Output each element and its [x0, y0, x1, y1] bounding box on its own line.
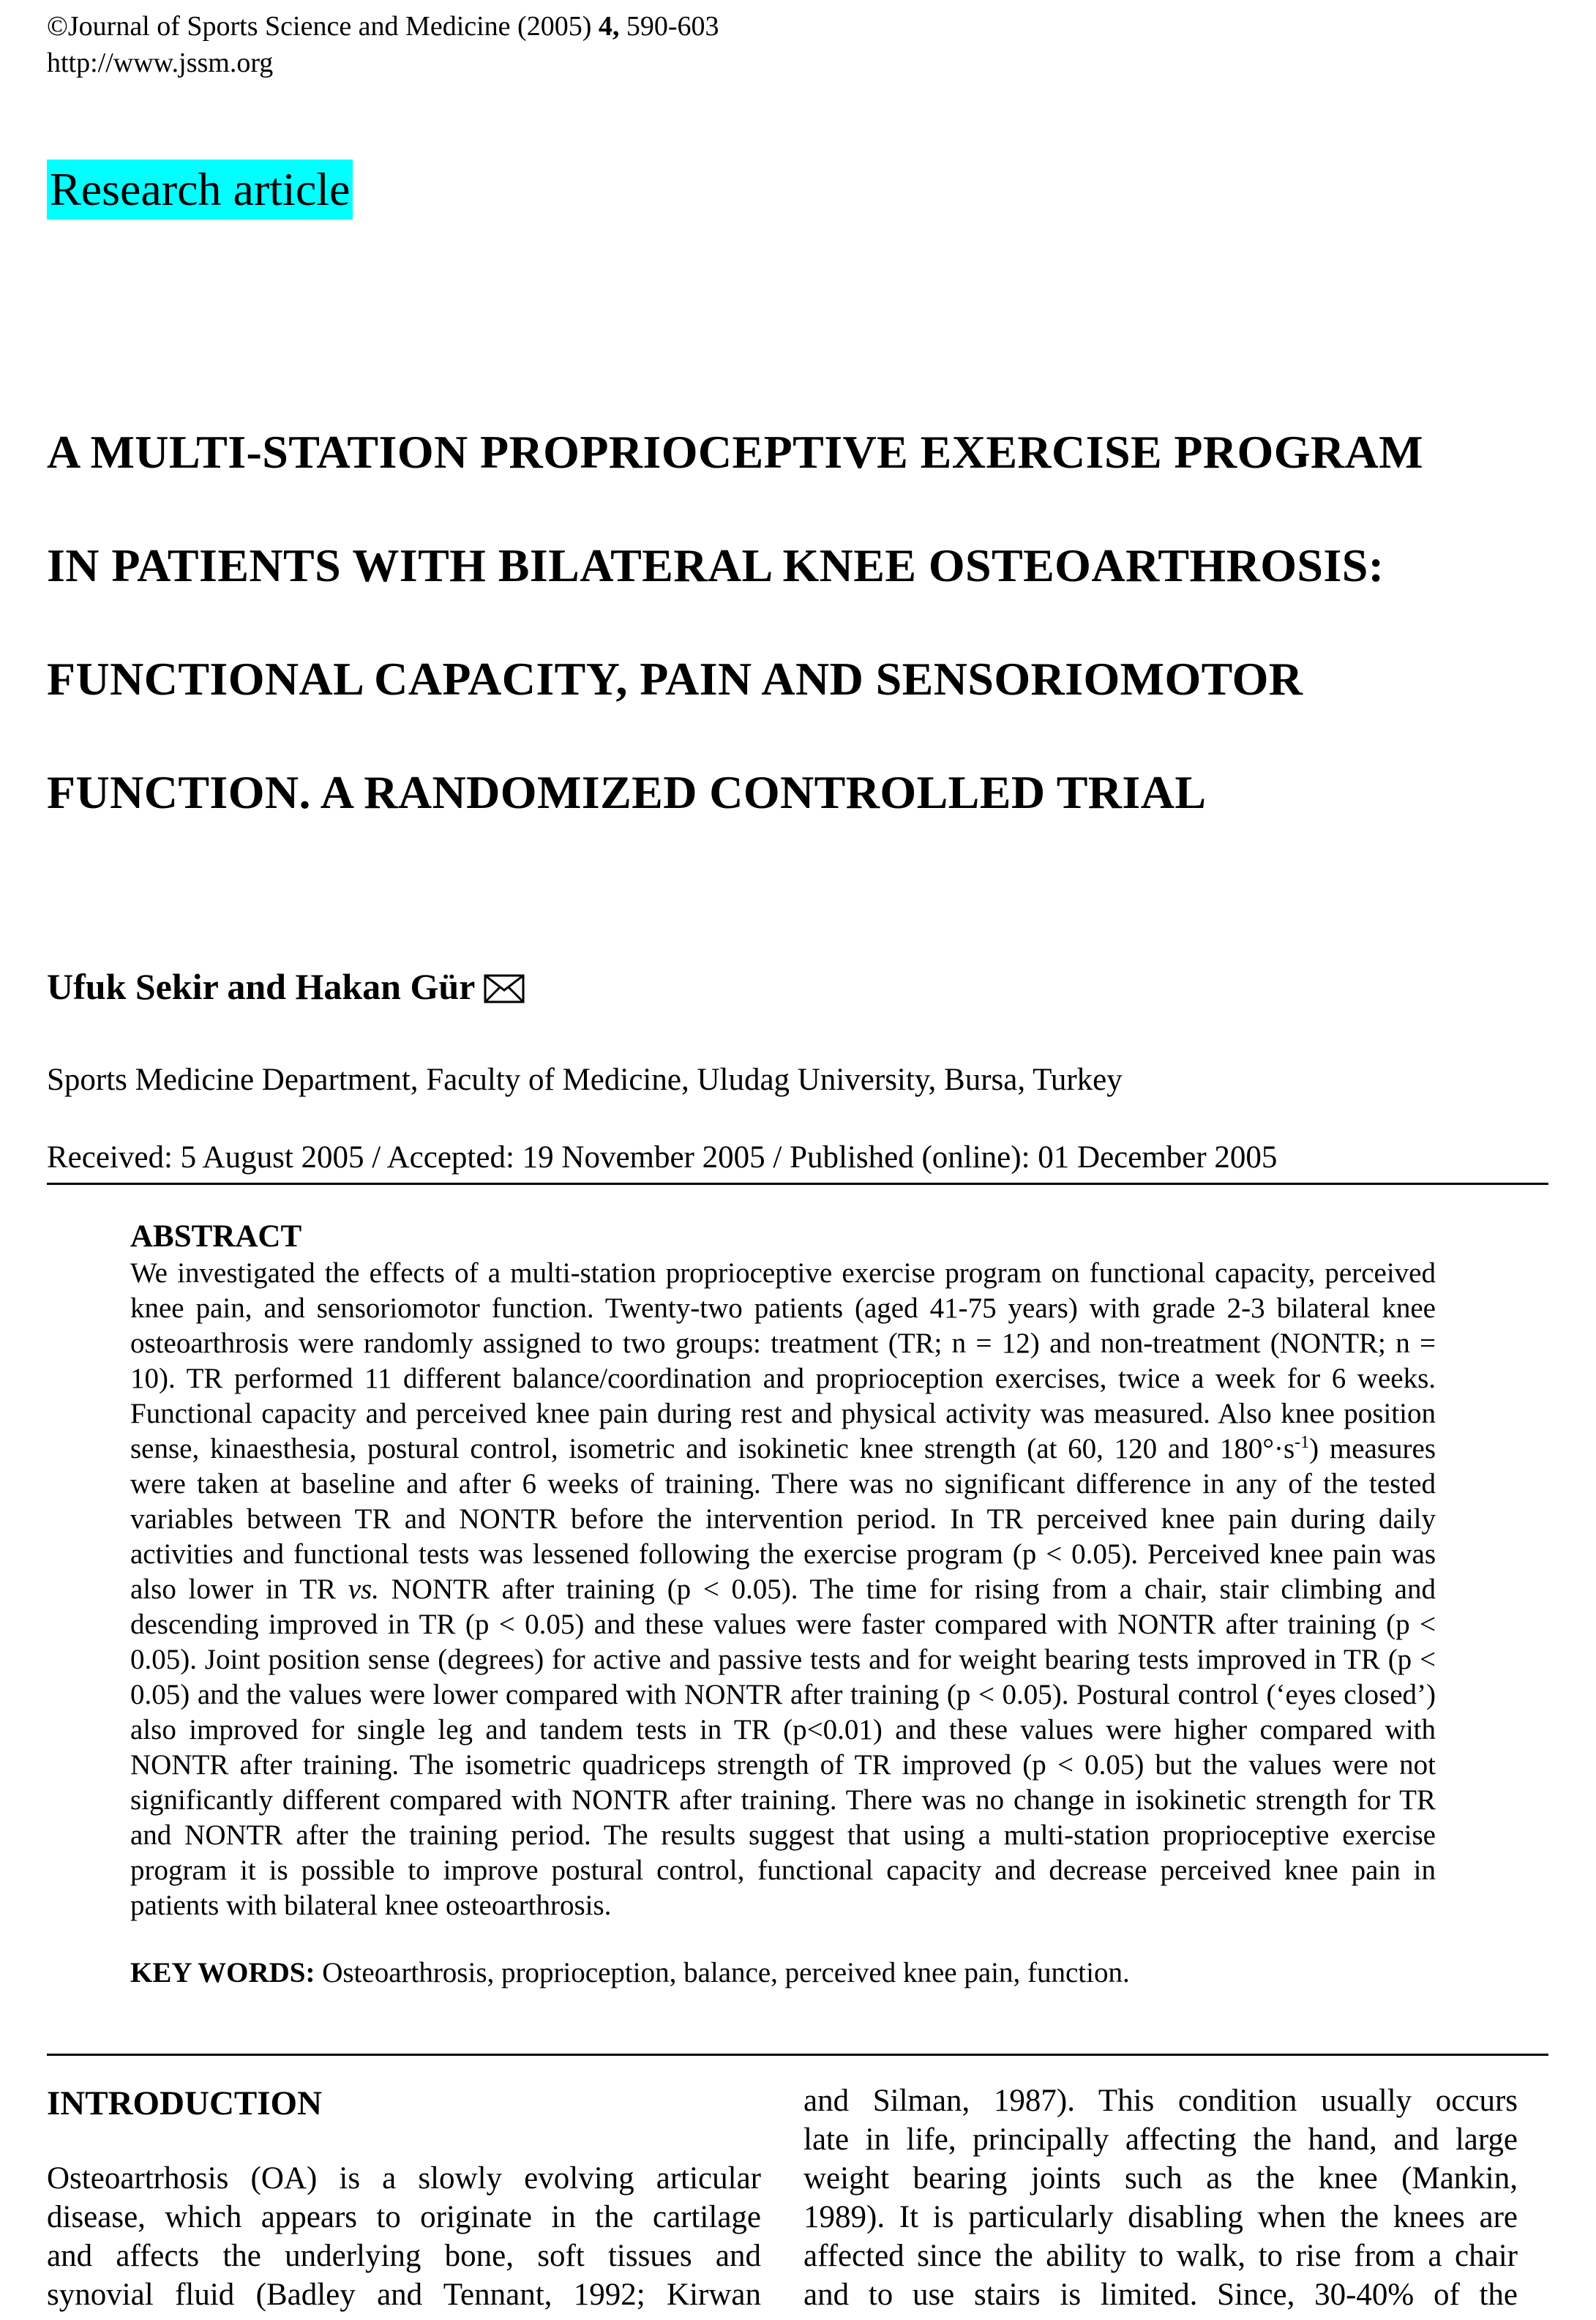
- intro-right-line: late in life, principally affecting the hand, and large: [803, 2122, 1518, 2157]
- publication-dates: Received: 5 August 2005 / Accepted: 19 November 2005 / Published (online): 01 December 2005: [47, 1140, 1278, 1175]
- journal-volume: 4,: [598, 11, 620, 42]
- abstract-heading: ABSTRACT: [130, 1219, 302, 1254]
- abstract-superscript: -1: [1295, 1433, 1310, 1452]
- intro-left-line: disease, which appears to originate in the cartilage: [47, 2200, 761, 2234]
- author-names: Ufuk Sekir and Hakan Gür: [47, 966, 476, 1007]
- abstract-text-1: We investigated the effects of a multi-station proprioceptive exercise program on functional capacity, perceived knee pain, and sensoriomotor function. Twenty-two patients (aged 41-75 years) with grade 2-3 bilateral knee osteoarthrosis were randomly assigned to two groups: treatment (TR; n = 12) and non-treatment (NONTR; n = 10). TR performed 11 different balance/coordination and proprioception exercises, twice a week for 6 weeks. Functional capacity and perceived knee pain during rest and physical activity was measured. Also knee position sense, kinaesthesia, postural control, isometric and isokinetic knee strength (at 60, 120 and 180°·s: [130, 1257, 1436, 1464]
- title-line-2: IN PATIENTS WITH BILATERAL KNEE OSTEOARTHROSIS:: [47, 539, 1385, 591]
- title-line-1: A MULTI-STATION PROPRIOCEPTIVE EXERCISE PROGRAM: [47, 426, 1423, 478]
- intro-left-line: synovial fluid (Badley and Tennant, 1992; Kirwan: [47, 2278, 761, 2312]
- intro-right-line: and to use stairs is limited. Since, 30-40% of the: [803, 2278, 1518, 2312]
- title-line-4: FUNCTION. A RANDOMIZED CONTROLLED TRIAL: [47, 766, 1207, 818]
- divider-top: [47, 1183, 1548, 1185]
- keywords: [130, 1956, 1436, 1991]
- keywords-label: KEY WORDS:: [130, 1957, 315, 1988]
- introduction-heading: INTRODUCTION: [47, 2084, 323, 2122]
- intro-left-line: Osteoartrhosis (OA) is a slowly evolving articular: [47, 2161, 761, 2196]
- intro-right-line: weight bearing joints such as the knee (Mankin,: [803, 2161, 1518, 2196]
- abstract-section: [130, 1218, 1436, 1991]
- affiliation: Sports Medicine Department, Faculty of Medicine, Uludag University, Bursa, Turkey: [47, 1063, 1123, 1097]
- article-type-badge: Research article: [47, 160, 353, 220]
- divider-bottom: [47, 2054, 1548, 2056]
- intro-left-line: and affects the underlying bone, soft tissues and: [47, 2239, 761, 2273]
- journal-url[interactable]: http://www.jssm.org: [47, 48, 274, 78]
- abstract-text-2: ) measures were taken at baseline and after 6 weeks of training. There was no significant difference in any of the tested variables between TR and NONTR before the intervention period. In TR perceived knee pain during daily activities and functional tests was lessened following the exercise program (p < 0.05). Perceived knee pain was also lower in TR: [130, 1433, 1436, 1605]
- abstract-body: [130, 1256, 1436, 1923]
- abstract-vs: vs.: [348, 1574, 379, 1605]
- intro-left-column: [47, 2159, 761, 2314]
- intro-right-column: [803, 2081, 1518, 2314]
- intro-right-line: affected since the ability to walk, to rise from a chair: [803, 2239, 1518, 2273]
- journal-name: ©Journal of Sports Science and Medicine (2005): [47, 11, 599, 42]
- journal-pages: 590-603: [619, 11, 719, 42]
- intro-right-line: and Silman, 1987). This condition usually occurs: [803, 2084, 1518, 2118]
- intro-right-line: 1989). It is particularly disabling when the knees are: [803, 2200, 1518, 2234]
- authors: [47, 963, 525, 1014]
- title-line-3: FUNCTIONAL CAPACITY, PAIN AND SENSORIOMOTOR: [47, 653, 1303, 705]
- abstract-text-3: NONTR after training (p < 0.05). The time for rising from a chair, stair climbing and descending improved in TR (p < 0.05) and these values were faster compared with NONTR after training (p < 0.05). Joint position sense (degrees) for active and passive tests and for weight bearing tests improved in TR (p < 0.05) and the values were lower compared with NONTR after training (p < 0.05). Postural control (‘eyes closed’) also improved for single leg and tandem tests in TR (p<0.01) and these values were higher compared with NONTR after training. The isometric quadriceps strength of TR improved (p < 0.05) but the values were not significantly different compared with NONTR after training. There was no change in isokinetic strength for TR and NONTR after the training period. The results suggest that using a multi-station proprioceptive exercise program it is possible to improve postural control, functional capacity and decrease perceived knee pain in patients with bilateral knee osteoarthrosis.: [130, 1574, 1436, 1921]
- keywords-text: Osteoarthrosis, proprioception, balance, perceived knee pain, function.: [315, 1957, 1130, 1988]
- journal-citation: [47, 9, 719, 44]
- envelope-icon[interactable]: [484, 968, 525, 1014]
